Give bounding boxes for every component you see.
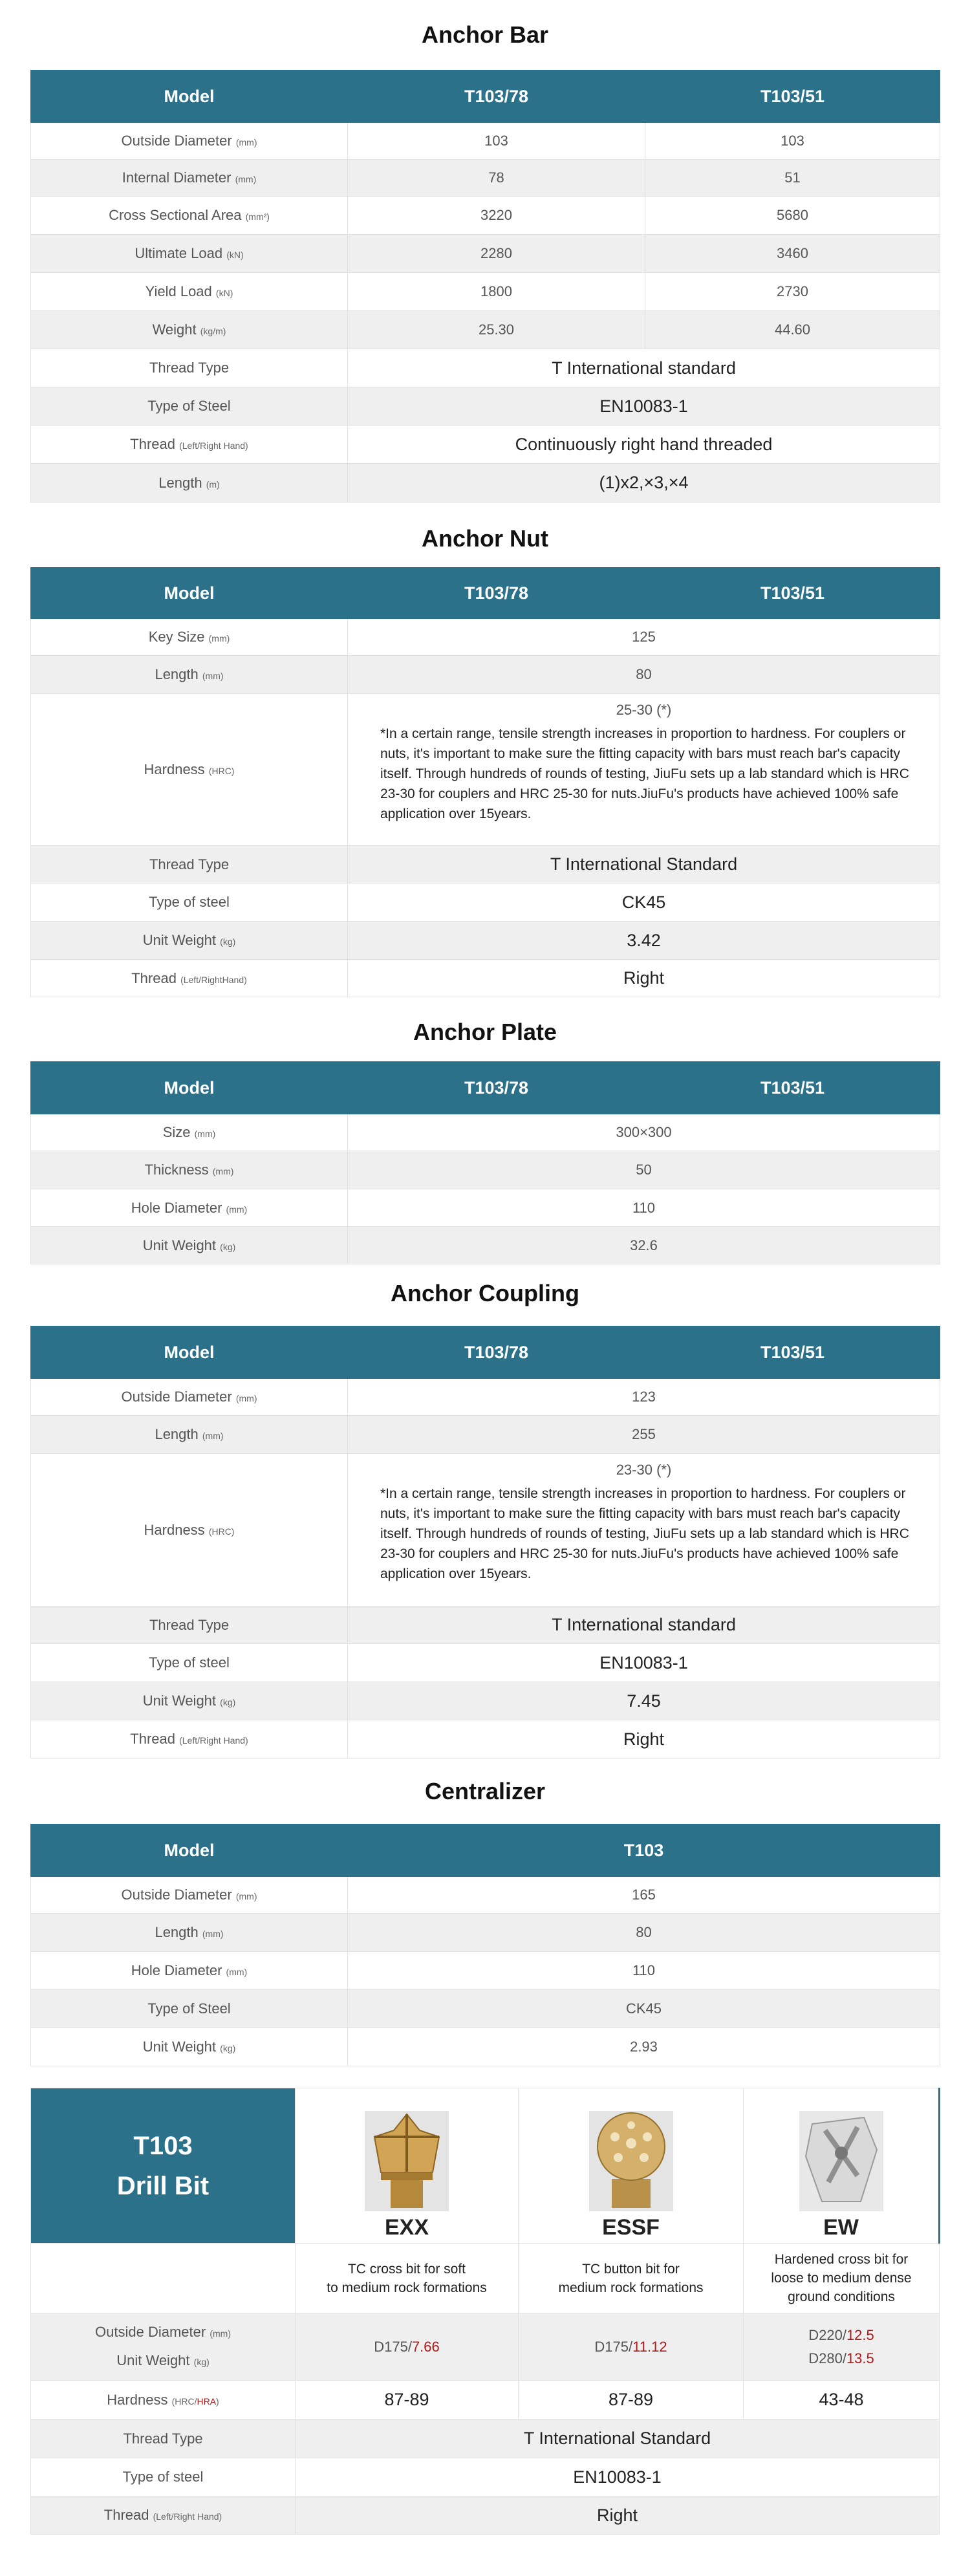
value-cell: EN10083-1 [348, 1644, 940, 1682]
value-cell: 1800 [348, 273, 645, 311]
value-cell: Right [296, 2496, 940, 2535]
bit-card-exx [296, 2088, 519, 2244]
row-label: Outside Diameter (mm) Unit Weight (kg) [31, 2313, 296, 2381]
value-cell: CK45 [348, 883, 940, 922]
value-cell: 255 [348, 1416, 940, 1454]
value-cell: 78 [348, 160, 645, 197]
table-row [31, 694, 940, 846]
row-label: Thread (Left/Right Hand) [31, 1720, 348, 1759]
table-row [31, 1952, 940, 1990]
table-row [31, 1416, 940, 1454]
row-label: Type of Steel [31, 387, 348, 426]
hardness-value: 25-30 (*) [616, 702, 672, 718]
header-cell: T103/78 [348, 1062, 645, 1114]
table-row [31, 197, 940, 235]
table-row [31, 1189, 940, 1227]
row-label: Thickness (mm) [31, 1151, 348, 1189]
table-row [31, 2381, 940, 2419]
empty-cell [31, 2244, 296, 2313]
value-cell: T International standard [348, 1607, 940, 1644]
row-label: Hardness (HRC) [31, 1454, 348, 1607]
header-cell: T103/51 [645, 70, 940, 123]
row-label: Thread (Left/Right Hand) [31, 426, 348, 464]
value-cell: Right [348, 960, 940, 997]
table-row [31, 2419, 940, 2458]
header-cell: T103/51 [645, 1062, 940, 1114]
row-label: Type of steel [31, 1644, 348, 1682]
row-label: Size (mm) [31, 1114, 348, 1151]
drill-bit-header-row [31, 2088, 940, 2244]
value-cell: T International standard [348, 349, 940, 387]
value-cell: 2280 [348, 235, 645, 273]
value-cell: 80 [348, 1914, 940, 1952]
value-cell: D220/12.5 D280/13.5 [744, 2313, 940, 2381]
value-cell: 165 [348, 1877, 940, 1914]
table-row [31, 1607, 940, 1644]
header-cell: Model [31, 1062, 348, 1114]
table-row [31, 1877, 940, 1914]
table-header-row [31, 70, 940, 123]
row-label: Unit Weight (kg) [31, 2028, 348, 2066]
table-header-row [31, 1326, 940, 1379]
row-label: Unit Weight (kg) [31, 1227, 348, 1264]
table-row [31, 1454, 940, 1607]
table-row [31, 1720, 940, 1759]
row-label: Hole Diameter (mm) [31, 1189, 348, 1227]
anchor-plate-table [30, 1061, 940, 1264]
header-cell: Model [31, 70, 348, 123]
table-row [31, 922, 940, 960]
row-label: Length (m) [31, 464, 348, 503]
value-cell: 43-48 [744, 2381, 940, 2419]
row-label: Yield Load (kN) [31, 273, 348, 311]
value-cell: 44.60 [645, 311, 940, 349]
hardness-cell [348, 1454, 940, 1607]
header-cell: T103/78 [348, 70, 645, 123]
value-cell: (1)x2,×3,×4 [348, 464, 940, 503]
header-cell: T103/78 [348, 1326, 645, 1379]
table-row [31, 464, 940, 503]
value-cell: D175/7.66 [296, 2313, 519, 2381]
row-label: Outside Diameter (mm) [31, 1379, 348, 1416]
table-row [31, 2496, 940, 2535]
value-cell: 25.30 [348, 311, 645, 349]
bit-description: TC cross bit for soft to medium rock formations [296, 2244, 519, 2313]
hardness-note: *In a certain range, tensile strength increases in proportion to hardness. For couplers or nuts, it's important to make sure the fitting capacity with bars must reach bar's capacity itself. Through hundreds of rounds of testing, JiuFu sets up a lab standard which is HRC 23-30 for couplers and HRC 25-30 for nuts.JiuFu's products have achieved 100% safe application over 15years. [380, 1486, 909, 1581]
exx-bit-image [365, 2111, 449, 2211]
anchor-plate-title: Anchor Plate [413, 1019, 557, 1045]
hardness-value: 23-30 (*) [616, 1462, 672, 1478]
table-row [31, 960, 940, 997]
bit-name: EW [823, 2215, 859, 2240]
table-row [31, 1644, 940, 1682]
value-cell: Continuously right hand threaded [348, 426, 940, 464]
value-cell: 87-89 [296, 2381, 519, 2419]
row-label: Outside Diameter (mm) [31, 123, 348, 160]
table-row [31, 1914, 940, 1952]
ew-bit-image [799, 2111, 883, 2211]
table-row [31, 123, 940, 160]
row-label: Thread Type [31, 1607, 348, 1644]
anchor-bar-table [30, 70, 940, 503]
table-row [31, 387, 940, 426]
value-cell: 110 [348, 1952, 940, 1990]
value-cell: Right [348, 1720, 940, 1759]
row-label: Hole Diameter (mm) [31, 1952, 348, 1990]
table-row [31, 846, 940, 883]
anchor-nut-title: Anchor Nut [422, 525, 548, 552]
value-cell: 300×300 [348, 1114, 940, 1151]
value-cell: 3.42 [348, 922, 940, 960]
row-label: Unit Weight (kg) [31, 1682, 348, 1720]
anchor-nut-table [30, 567, 940, 997]
bit-card-essf [519, 2088, 744, 2244]
row-label: Length (mm) [31, 1416, 348, 1454]
value-cell: 80 [348, 656, 940, 694]
value-cell: 103 [348, 123, 645, 160]
value-cell: 87-89 [519, 2381, 744, 2419]
header-cell: T103/51 [645, 568, 940, 619]
row-label: Cross Sectional Area (mm²) [31, 197, 348, 235]
hardness-note: *In a certain range, tensile strength increases in proportion to hardness. For couplers or nuts, it's important to make sure the fitting capacity with bars must reach bar's capacity itself. Through hundreds of rounds of testing, JiuFu sets up a lab standard which is HRC 23-30 for couplers and HRC 25-30 for nuts.JiuFu's products have achieved 100% safe application over 15years. [380, 726, 909, 821]
bit-name: ESSF [602, 2215, 660, 2240]
table-row [31, 1682, 940, 1720]
value-cell: CK45 [348, 1990, 940, 2028]
row-label: Thread Type [31, 2419, 296, 2458]
row-label: Weight (kg/m) [31, 311, 348, 349]
table-header-row [31, 1062, 940, 1114]
table-row [31, 656, 940, 694]
table-row [31, 235, 940, 273]
row-label: Hardness (HRC) [31, 694, 348, 846]
bit-card-ew [744, 2088, 940, 2244]
value-cell: EN10083-1 [296, 2458, 940, 2496]
table-row [31, 2458, 940, 2496]
row-label: Outside Diameter (mm) [31, 1877, 348, 1914]
value-cell: 3460 [645, 235, 940, 273]
bit-description: Hardened cross bit for loose to medium dense ground conditions [744, 2244, 940, 2313]
value-cell: 3220 [348, 197, 645, 235]
value-cell: 110 [348, 1189, 940, 1227]
value-cell: 123 [348, 1379, 940, 1416]
table-row [31, 1151, 940, 1189]
hardness-cell [348, 694, 940, 846]
row-label: Unit Weight (kg) [31, 922, 348, 960]
row-label: Hardness (HRC/HRA) [31, 2381, 296, 2419]
header-cell: T103/51 [645, 1326, 940, 1379]
table-header-row [31, 568, 940, 619]
header-cell: Model [31, 568, 348, 619]
row-label: Type of steel [31, 883, 348, 922]
header-cell: T103/78 [348, 568, 645, 619]
table-row [31, 160, 940, 197]
value-cell: 50 [348, 1151, 940, 1189]
row-label: Type of Steel [31, 1990, 348, 2028]
header-cell: Model [31, 1326, 348, 1379]
row-label: Thread (Left/Right Hand) [31, 2496, 296, 2535]
table-row [31, 883, 940, 922]
value-cell: 5680 [645, 197, 940, 235]
value-cell: 32.6 [348, 1227, 940, 1264]
bit-description: TC button bit for medium rock formations [519, 2244, 744, 2313]
table-row [31, 311, 940, 349]
anchor-bar-title: Anchor Bar [421, 21, 549, 48]
table-row [31, 1379, 940, 1416]
row-label: Ultimate Load (kN) [31, 235, 348, 273]
table-row [31, 273, 940, 311]
essf-bit-image [589, 2111, 673, 2211]
value-cell: 103 [645, 123, 940, 160]
row-label: Type of steel [31, 2458, 296, 2496]
bit-description-row [31, 2244, 940, 2313]
row-label: Internal Diameter (mm) [31, 160, 348, 197]
centralizer-table [30, 1824, 940, 2066]
value-cell: T International Standard [296, 2419, 940, 2458]
value-cell: D175/11.12 [519, 2313, 744, 2381]
table-row [31, 349, 940, 387]
table-row [31, 1990, 940, 2028]
table-row [31, 1114, 940, 1151]
value-cell: EN10083-1 [348, 387, 940, 426]
centralizer-title: Centralizer [424, 1778, 546, 1804]
table-header-row [31, 1824, 940, 1877]
table-row [31, 1227, 940, 1264]
drill-bit-title: T103 Drill Bit [31, 2088, 296, 2244]
row-label: Key Size (mm) [31, 619, 348, 656]
value-cell: 51 [645, 160, 940, 197]
value-cell: 2.93 [348, 2028, 940, 2066]
table-row [31, 619, 940, 656]
row-label: Thread Type [31, 846, 348, 883]
table-row [31, 426, 940, 464]
row-label: Thread (Left/RightHand) [31, 960, 348, 997]
header-cell: Model [31, 1824, 348, 1877]
table-row [31, 2028, 940, 2066]
drill-bit-table [30, 2088, 940, 2535]
anchor-coupling-table [30, 1326, 940, 1759]
value-cell: T International Standard [348, 846, 940, 883]
header-cell: T103 [348, 1824, 940, 1877]
bit-name: EXX [384, 2215, 429, 2240]
row-label: Thread Type [31, 349, 348, 387]
value-cell: 7.45 [348, 1682, 940, 1720]
value-cell: 2730 [645, 273, 940, 311]
anchor-coupling-title: Anchor Coupling [391, 1280, 579, 1306]
value-cell: 125 [348, 619, 940, 656]
row-label: Length (mm) [31, 1914, 348, 1952]
row-label: Length (mm) [31, 656, 348, 694]
table-row [31, 2313, 940, 2381]
